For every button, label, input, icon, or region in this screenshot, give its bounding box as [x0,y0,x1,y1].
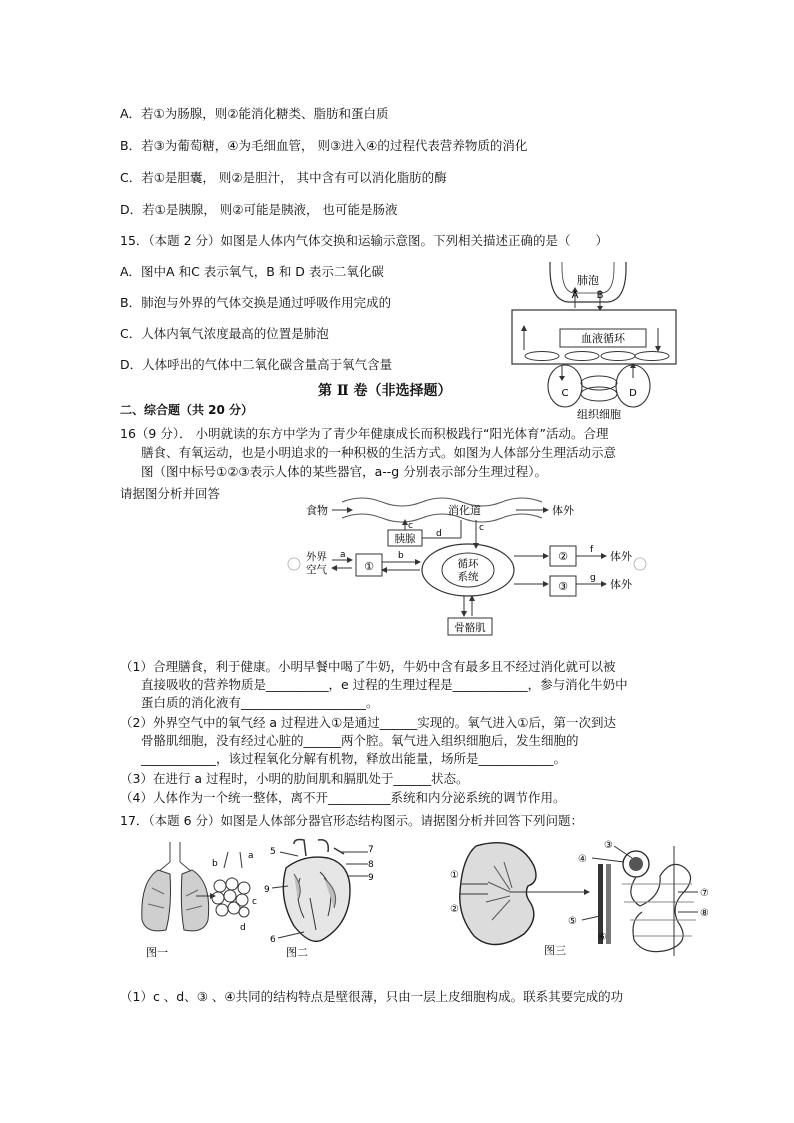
fig2-caption: 图二 [286,946,308,959]
outside-label-3: 体外 [610,578,632,591]
q16-sub-2-line-3: ____________，该过程氧化分解有机物，释放出能量，场所是____________。 [141,751,567,766]
q16-sub-4: （4）人体作为一个统一整体，离不开__________系统和内分泌系统的调节作用。 [120,790,566,805]
skeletal-muscle-label: 骨骼肌 [454,622,486,634]
organ-1-label: ① [364,560,374,573]
label-c: C [561,388,569,399]
organ-2-label: ② [558,550,568,563]
outside-label-1: 体外 [552,504,574,517]
q15-stem: 15．（本题 2 分）如图是人体内气体交换和运输示意图。下列相关描述正确的是（ ） [120,233,609,248]
q15-option-d: D．人体呼出的气体中二氧化碳含量高于氧气含量 [120,357,393,372]
q16-sub-1-line-1: （1）合理膳食，利于健康。小明早餐中喝了牛奶，牛奶中含有最多且不经过消化就可以被 [120,659,616,674]
fig2-label-7: 7 [368,845,374,855]
tissue-cell-label: 组织细胞 [577,408,621,421]
label-d: d [436,529,442,539]
q17-stem: 17．（本题 6 分）如图是人体部分器官形态结构图示。请据图分析并回答下列问题： [120,813,584,828]
fig2-label-5: 5 [270,847,276,857]
q16-sub-2-line-1: （2）外界空气中的氧气经 a 过程进入①是通过______实现的。氧气进入①后，第一次到达 [120,715,616,730]
fig1-caption: 图一 [146,946,168,959]
fig2-label-9b: 9 [264,885,270,895]
fig3-label-2: ② [450,904,459,915]
fig1-label-c: c [252,897,257,907]
organ-3-label: ③ [558,580,568,593]
q15-option-a: A．图中A 和C 表示氧气，B 和 D 表示二氧化碳 [120,264,384,279]
heart-figure [264,838,374,962]
label-b: b [398,551,404,561]
fig2-label-6: 6 [270,935,276,945]
q16-sub-1-line-3: 蛋白质的消化液有____________________。 [141,695,379,710]
q16-sub-1-line-2: 直接吸收的营养物质是__________，e 过程的生理过程是____________，参与消化牛奶中 [141,677,628,692]
fig3-label-7: ⑦ [700,888,709,899]
label-f: f [590,545,594,555]
label-g: g [590,573,596,583]
q16-stem-line-2: 膳食、有氧运动，也是小明追求的一种积极的生活方式。如图为人体部分生理活动示意 [141,445,617,460]
q14-option-d: D．若①是胰腺， 则②可能是胰液， 也可能是肠液 [120,202,398,217]
q14-option-a: A．若①为肠腺，则②能消化糖类、脂肪和蛋白质 [120,106,389,121]
digestive-tract-label: 消化道 [448,504,481,517]
q14-option-b: B．若③为葡萄糖，④为毛细血管， 则③进入④的过程代表营养物质的消化 [120,138,528,153]
label-a: a [340,550,346,560]
lungs-figure [136,838,266,962]
fig3-label-1: ① [450,870,459,881]
label-a: A [571,290,579,301]
q14-option-c: C．若①是胆囊， 则②是胆汁， 其中含有可以消化脂肪的酶 [120,170,447,185]
blood-circulation-label: 血液循环 [581,332,625,345]
q16-stem-line-1: 16（9 分）． 小明就读的东方中学为了青少年健康成长而积极践行“阳光体育”活动。合理 [120,426,609,441]
q16-instruction: 请据图分析并回答 [120,486,221,501]
fig1-label-a: a [248,851,254,861]
circulation-label-2: 系统 [457,571,479,583]
fig1-label-b: b [212,859,218,869]
label-c2: c [479,523,484,533]
fig2-label-9a: 9 [368,873,374,883]
section-title: 二、综合题（共 20 分） [120,403,254,417]
q16-sub-3: （3）在进行 a 过程时，小明的肋间肌和膈肌处于______状态。 [120,771,469,786]
fig1-label-d: d [240,923,246,933]
gas-exchange-diagram [508,262,680,422]
q15-option-b: B．肺泡与外界的气体交换是通过呼吸作用完成的 [120,295,392,310]
label-c1: c [408,521,413,531]
outside-air-label-1: 外界 [306,551,327,563]
q15-option-c: C．人体内氧气浓度最高的位置是肺泡 [120,326,329,341]
part2-title: 第 Ⅱ 卷（非选择题） [318,383,452,399]
food-label: 食物 [306,504,328,517]
outside-label-2: 体外 [610,550,632,563]
kidney-nephron-figure [448,836,720,964]
alveolus-label: 肺泡 [577,274,599,287]
fig3-label-3: ③ [604,840,613,851]
circulation-label-1: 循环 [457,558,479,570]
label-d: D [629,388,637,399]
fig2-label-8: 8 [368,860,374,870]
q16-sub-2-line-2: 骨骼肌细胞，没有经过心脏的______两个腔。氧气进入组织细胞后，发生细胞的 [141,733,579,748]
q17-sub-1: （1）c 、d、③ 、④共同的结构特点是壁很薄，只由一层上皮细胞构成。联系其要完成的功 [120,989,624,1004]
label-b: B [596,290,604,301]
q16-stem-line-3: 图（图中标号①②③表示人体的某些器官，a--g 分别表示部分生理过程）。 [141,464,547,479]
outside-air-label-2: 空气 [306,564,327,576]
fig3-label-5: ⑤ [568,916,577,927]
physiology-diagram [286,490,648,640]
fig3-caption: 图三 [544,944,566,957]
pancreas-label: 胰腺 [394,533,416,545]
fig3-label-8: ⑧ [700,908,709,919]
fig3-label-4: ④ [578,854,587,865]
fig3-label-6: ⑥ [598,932,607,943]
